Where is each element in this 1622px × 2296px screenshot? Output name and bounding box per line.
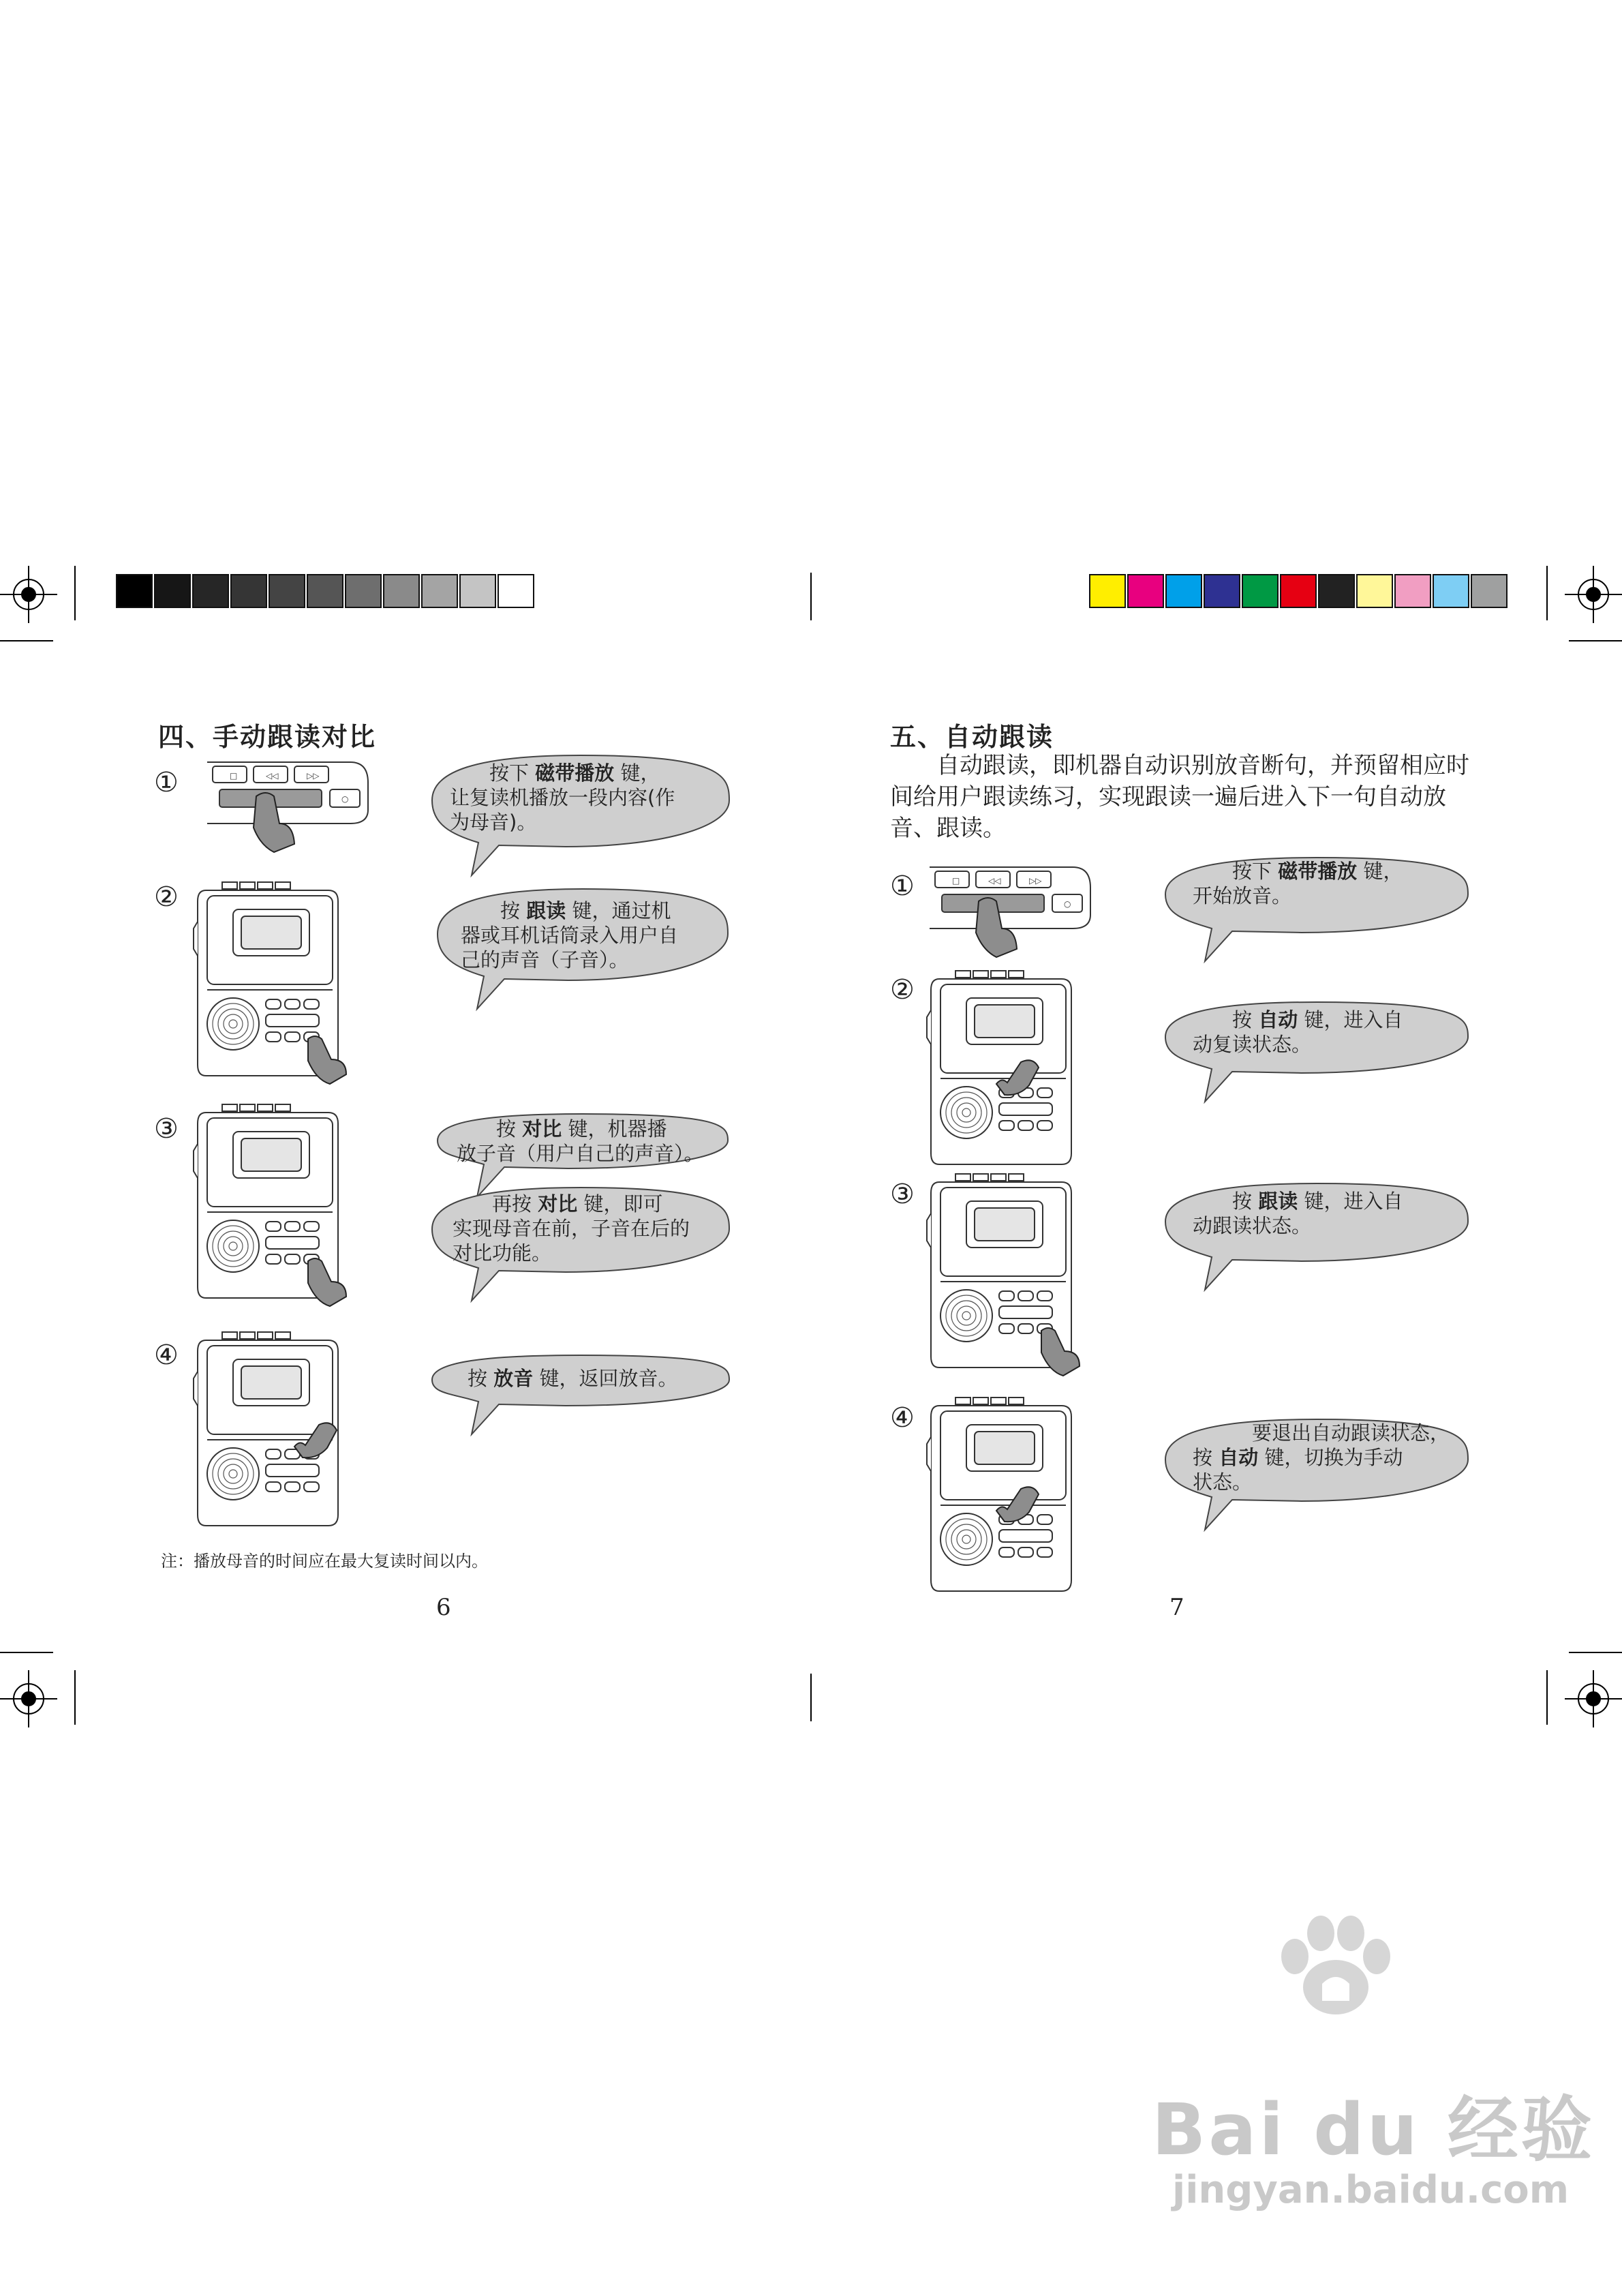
color-swatch (1318, 574, 1355, 608)
text-segment: 键，返回放音。 (533, 1367, 678, 1390)
key-name: 对比 (522, 1117, 562, 1141)
text-segment: 放子音（用户自己的声音）。 (457, 1142, 704, 1165)
gray-swatch (459, 574, 496, 608)
color-swatch (1204, 574, 1240, 608)
svg-text:▷▷: ▷▷ (307, 771, 320, 781)
svg-text:□: □ (952, 876, 960, 886)
watermark-url: jingyan.baidu.com (1172, 2168, 1570, 2212)
bubble-text-line (1193, 1445, 1465, 1470)
bubble-text-line (1193, 1470, 1465, 1494)
bubble-text (450, 761, 722, 834)
bubble-text-line (1193, 1189, 1465, 1213)
recorder-illustration (192, 881, 356, 1085)
bubble-text-line (453, 1241, 725, 1265)
recorder-illustration (192, 1103, 356, 1308)
svg-text:◁◁: ◁◁ (266, 771, 279, 781)
bubble-text-line (450, 761, 722, 785)
key-name: 跟读 (526, 899, 566, 922)
gray-swatch (192, 574, 229, 608)
text-segment: 实现母音在前，子音在后的 (453, 1217, 690, 1240)
text-segment: 按 (461, 899, 527, 922)
text-segment: 按 (468, 1367, 494, 1390)
footnote: 注：播放母音的时间应在最大复读时间以内。 (161, 1552, 488, 1571)
color-swatch (1394, 574, 1431, 608)
left-section-title: 四、手动跟读对比 (158, 722, 377, 752)
svg-text:○: ○ (341, 794, 349, 804)
text-segment: 让复读机播放一段内容(作 (450, 786, 675, 809)
color-swatch (1242, 574, 1279, 608)
bubble-text-line (461, 948, 720, 972)
color-swatch (1127, 574, 1164, 608)
svg-text:○: ○ (1064, 899, 1071, 909)
page-number-right: 7 (1169, 1594, 1184, 1621)
bubble-text-line (461, 898, 720, 923)
step-number: ② (890, 974, 915, 1006)
color-swatch (1433, 574, 1469, 608)
text-segment: 按 (457, 1117, 523, 1141)
watermark-logo: Bai du 经验 (1152, 2088, 1595, 2171)
bubble-text (1193, 859, 1465, 908)
bubble-text-line (468, 1366, 726, 1391)
key-name: 磁带播放 (1278, 860, 1358, 883)
keypad-illustration (200, 755, 384, 858)
bubble-text-line (1193, 883, 1465, 908)
text-segment: 键，进入自 (1298, 1190, 1403, 1213)
key-name: 跟读 (1258, 1190, 1298, 1213)
text-segment: 按下 (450, 761, 536, 785)
bubble-text (453, 1192, 725, 1265)
right-intro-paragraph: 自动跟读，即机器自动识别放音断句，并预留相应时间给用户跟读练习，实现跟读一遍后进入下一句自动放音、跟读。 (890, 752, 1469, 842)
text-segment: 键， (614, 761, 660, 785)
key-name: 对比 (538, 1192, 578, 1215)
recorder-illustration (925, 969, 1089, 1174)
color-swatch (1280, 574, 1317, 608)
text-segment: 按 (1193, 1446, 1219, 1469)
text-segment: 对比功能。 (453, 1241, 552, 1265)
text-segment: 键，机器播 (562, 1117, 667, 1141)
bubble-text-line (1193, 859, 1465, 883)
bubble-text-line (1193, 1032, 1465, 1057)
bubble-text-line (450, 810, 722, 834)
text-segment: 再按 (453, 1192, 538, 1215)
bubble-text (457, 1117, 729, 1166)
color-swatch (1165, 574, 1202, 608)
text-segment: 键，切换为手动 (1258, 1446, 1403, 1469)
bubble-text-line (457, 1117, 729, 1141)
text-segment: 开始放音。 (1193, 884, 1292, 907)
gray-swatch (345, 574, 382, 608)
text-segment: 键，即可 (577, 1192, 663, 1215)
recorder-illustration (925, 1173, 1089, 1377)
gray-swatch (269, 574, 305, 608)
step-number: ① (154, 767, 179, 798)
bubble-text-line (453, 1216, 725, 1241)
key-name: 放音 (493, 1367, 534, 1390)
svg-text:□: □ (230, 771, 238, 781)
step-number: ② (154, 881, 179, 913)
bubble-text (1193, 1189, 1465, 1238)
right-section-title: 五、自动跟读 (890, 722, 1054, 752)
text-segment: 键，通过机 (566, 899, 671, 922)
step-number: ④ (890, 1402, 915, 1434)
step-number: ③ (890, 1179, 915, 1210)
recorder-illustration (925, 1396, 1089, 1601)
gray-swatch (421, 574, 458, 608)
text-segment: 键，进入自 (1298, 1008, 1403, 1031)
paw-logo-icon (1268, 1909, 1404, 2025)
text-segment: 键， (1357, 860, 1403, 883)
text-segment: 要退出自动跟读状态， (1193, 1421, 1450, 1445)
color-swatch (1356, 574, 1393, 608)
bubble-text (461, 898, 720, 972)
gray-swatch (154, 574, 191, 608)
grayscale-bar (116, 574, 536, 608)
bubble-text (1193, 1008, 1465, 1057)
gray-swatch (498, 574, 534, 608)
text-segment: 按下 (1193, 860, 1279, 883)
text-segment: 按 (1193, 1190, 1259, 1213)
bubble-text (1193, 1421, 1465, 1494)
text-segment: 动跟读状态。 (1193, 1214, 1312, 1237)
text-segment: 为母音)。 (450, 811, 537, 834)
page-number-left: 6 (436, 1594, 451, 1621)
key-name: 磁带播放 (535, 761, 615, 785)
color-swatch (1089, 574, 1126, 608)
bubble-text-line (450, 785, 722, 810)
bubble-text-line (457, 1141, 729, 1166)
color-bar (1089, 574, 1509, 608)
svg-text:◁◁: ◁◁ (988, 876, 1001, 886)
svg-text:▷▷: ▷▷ (1029, 876, 1042, 886)
text-segment: 动复读状态。 (1193, 1033, 1312, 1056)
color-swatch (1471, 574, 1508, 608)
text-segment: 己的声音（子音）。 (461, 948, 629, 971)
gray-swatch (230, 574, 267, 608)
step-number: ④ (154, 1340, 179, 1371)
text-segment: 按 (1193, 1008, 1259, 1031)
bubble-text-line (1193, 1008, 1465, 1032)
bubble-text-line (1193, 1213, 1465, 1238)
key-name: 自动 (1258, 1008, 1298, 1031)
step-number: ① (890, 871, 915, 902)
keypad-illustration (923, 860, 1107, 963)
text-segment: 状态。 (1193, 1470, 1253, 1494)
bubble-text-line (1193, 1421, 1465, 1445)
bubble-text (468, 1366, 726, 1391)
gray-swatch (383, 574, 420, 608)
step-number: ③ (154, 1113, 179, 1145)
bubble-text-line (453, 1192, 725, 1216)
bubble-text-line (461, 923, 720, 948)
key-name: 自动 (1219, 1446, 1259, 1469)
text-segment: 器或耳机话筒录入用户自 (461, 924, 679, 947)
gray-swatch (307, 574, 343, 608)
gray-swatch (116, 574, 153, 608)
recorder-illustration (192, 1331, 356, 1535)
